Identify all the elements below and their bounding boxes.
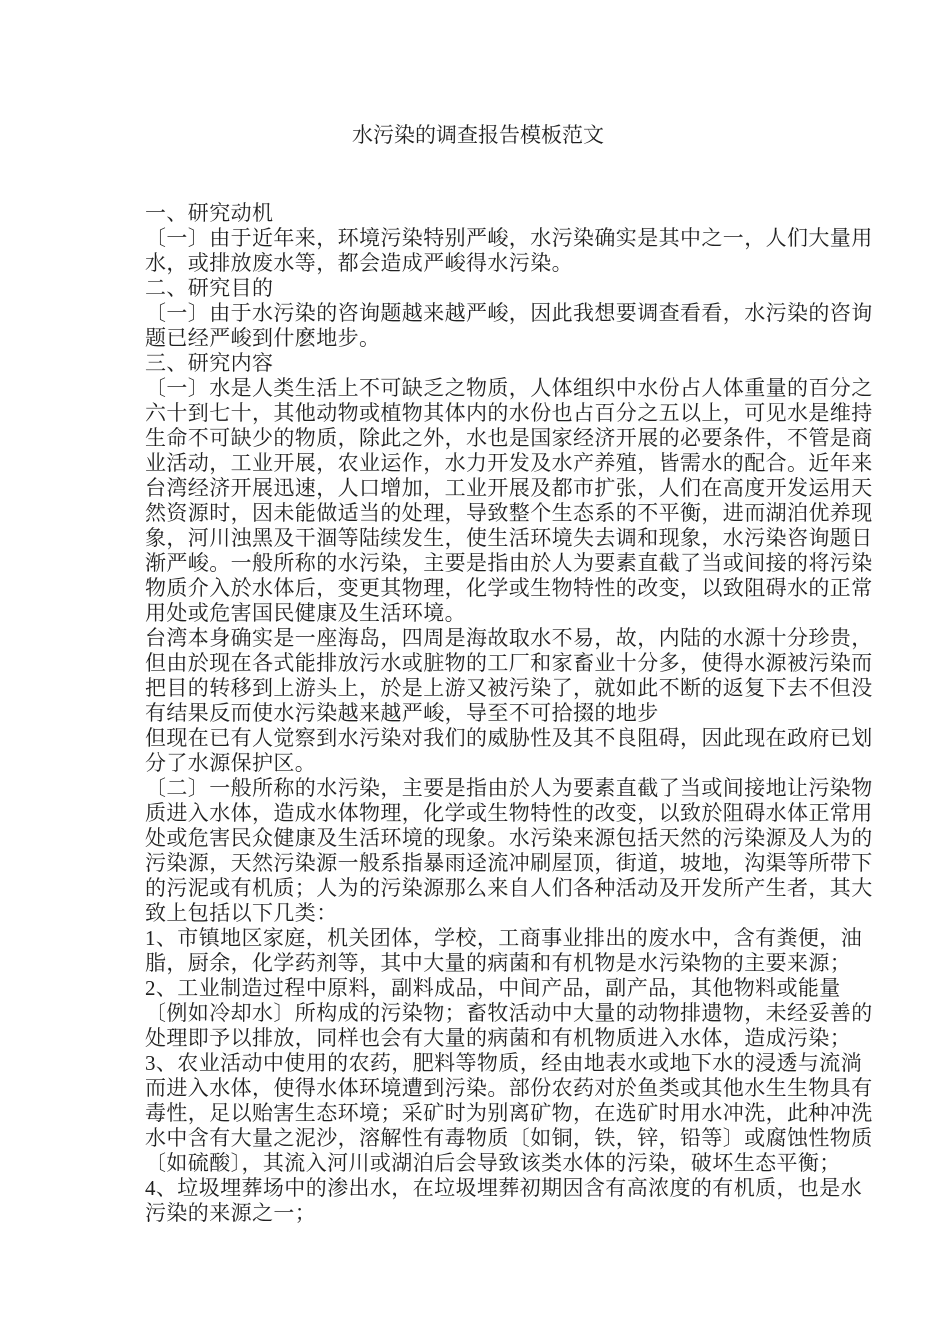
document-line: 一、研究动机 xyxy=(145,201,274,225)
document-line: 水中含有大量之泥沙，溶解性有毒物质〔如铜，铁，锌，铅等〕或腐蚀性物质 xyxy=(145,1126,873,1150)
document-line: 然资源时，因未能做适当的处理，导致整个生态系的不平衡，进而湖泊优养现 xyxy=(145,501,873,525)
document-line: 〔如硫酸〕，其流入河川或湖泊后会导致该类水体的污染，破坏生态平衡； xyxy=(145,1151,841,1175)
document-line: 有结果反而使水污染越来越严峻，导至不可拾掇的地步 xyxy=(145,701,659,725)
document-line: 台湾经济开展迅速，人口增加，工业开展及都市扩张，人们在高度开发运用天 xyxy=(145,476,873,500)
document-line: 处理即予以排放，同样也会有大量的病菌和有机物质进入水体，造成污染； xyxy=(145,1026,852,1050)
document-line: 致上包括以下几类： xyxy=(145,901,338,925)
document-line: 二、研究目的 xyxy=(145,276,274,300)
document-line: 脂，厨余，化学药剂等，其中大量的病菌和有机物是水污染物的主要来源； xyxy=(145,951,852,975)
document-line: 三、研究内容 xyxy=(145,351,274,375)
document-line: 处或危害民众健康及生活环境的现象。水污染来源包括天然的污染源及人为的 xyxy=(145,826,873,850)
document-line: 4、垃圾埋葬场中的渗出水，在垃圾埋葬初期因含有高浓度的有机质，也是水 xyxy=(145,1176,863,1200)
document-line: 业活动，工业开展，农业运作，水力开发及水产养殖，皆需水的配合。近年来 xyxy=(145,451,873,475)
document-line: 用处或危害国民健康及生活环境。 xyxy=(145,601,466,625)
document-line: 污染源，天然污染源一般系指暴雨迳流冲刷屋顶，街道，坡地，沟渠等所带下 xyxy=(145,851,873,875)
document-line: 物质介入於水体后，变更其物理，化学或生物特性的改变，以致阻碍水的正常 xyxy=(145,576,873,600)
document-line: 题已经严峻到什麽地步。 xyxy=(145,326,381,350)
document-line: 台湾本身确实是一座海岛，四周是海故取水不易，故，内陆的水源十分珍贵， xyxy=(145,626,873,650)
document-line: 但现在已有人觉察到水污染对我们的威胁性及其不良阻碍，因此现在政府已划 xyxy=(145,726,873,750)
document-line: 把目的转移到上游头上，於是上游又被污染了，就如此不断的返复下去不但没 xyxy=(145,676,873,700)
document-line: 六十到七十，其他动物或植物其体内的水份也占百分之五以上，可见水是维持 xyxy=(145,401,873,425)
document-line: 水，或排放废水等，都会造成严峻得水污染。 xyxy=(145,251,573,275)
document-line: 的污泥或有机质；人为的污染源那么来自人们各种活动及开发所产生者，其大 xyxy=(145,876,873,900)
document-line: 但由於现在各式能排放污水或脏物的工厂和家畜业十分多，使得水源被污染而 xyxy=(145,651,873,675)
document-line: 1、市镇地区家庭，机关团体，学校，工商事业排出的废水中，含有粪便，油 xyxy=(145,926,863,950)
document-line: 象，河川浊黑及干涸等陆续发生，使生活环境失去调和现象，水污染咨询题日 xyxy=(145,526,873,550)
document-line: 〔一〕水是人类生活上不可缺乏之物质，人体组织中水份占人体重量的百分之 xyxy=(145,376,873,400)
document-line: 生命不可缺少的物质，除此之外，水也是国家经济开展的必要条件，不管是商 xyxy=(145,426,873,450)
document-line: 而进入水体，使得水体环境遭到污染。部份农药对於鱼类或其他水生生物具有 xyxy=(145,1076,873,1100)
document-body xyxy=(145,201,873,1226)
document-line: 3、农业活动中使用的农药，肥料等物质，经由地表水或地下水的浸透与流淌 xyxy=(145,1051,863,1075)
document-line: 〔二〕一般所称的水污染，主要是指由於人为要素直截了当或间接地让污染物 xyxy=(145,776,873,800)
document-line: 〔一〕由于水污染的咨询题越来越严峻，因此我想要调查看看，水污染的咨询 xyxy=(145,301,873,325)
document-line: 质进入水体，造成水体物理，化学或生物特性的改变，以致於阻碍水体正常用 xyxy=(145,801,873,825)
document-line: 渐严峻。一般所称的水污染，主要是指由於人为要素直截了当或间接的将污染 xyxy=(145,551,873,575)
document-line: 毒性，足以贻害生态环境；采矿时为别离矿物，在选矿时用水冲洗，此种冲洗 xyxy=(145,1101,873,1125)
document-line: 污染的来源之一； xyxy=(145,1201,317,1225)
document-line: 分了水源保护区。 xyxy=(145,751,317,775)
document-line: 〔例如冷却水〕所构成的污染物；畜牧活动中大量的动物排遗物，未经妥善的 xyxy=(145,1001,873,1025)
document-line: 2、工业制造过程中原料，副料成品，中间产品，副产品，其他物料或能量 xyxy=(145,976,841,1000)
document-title: 水污染的调查报告模板范文 xyxy=(352,123,604,147)
document-line: 〔一〕由于近年来，环境污染特别严峻，水污染确实是其中之一，人们大量用 xyxy=(145,226,873,250)
